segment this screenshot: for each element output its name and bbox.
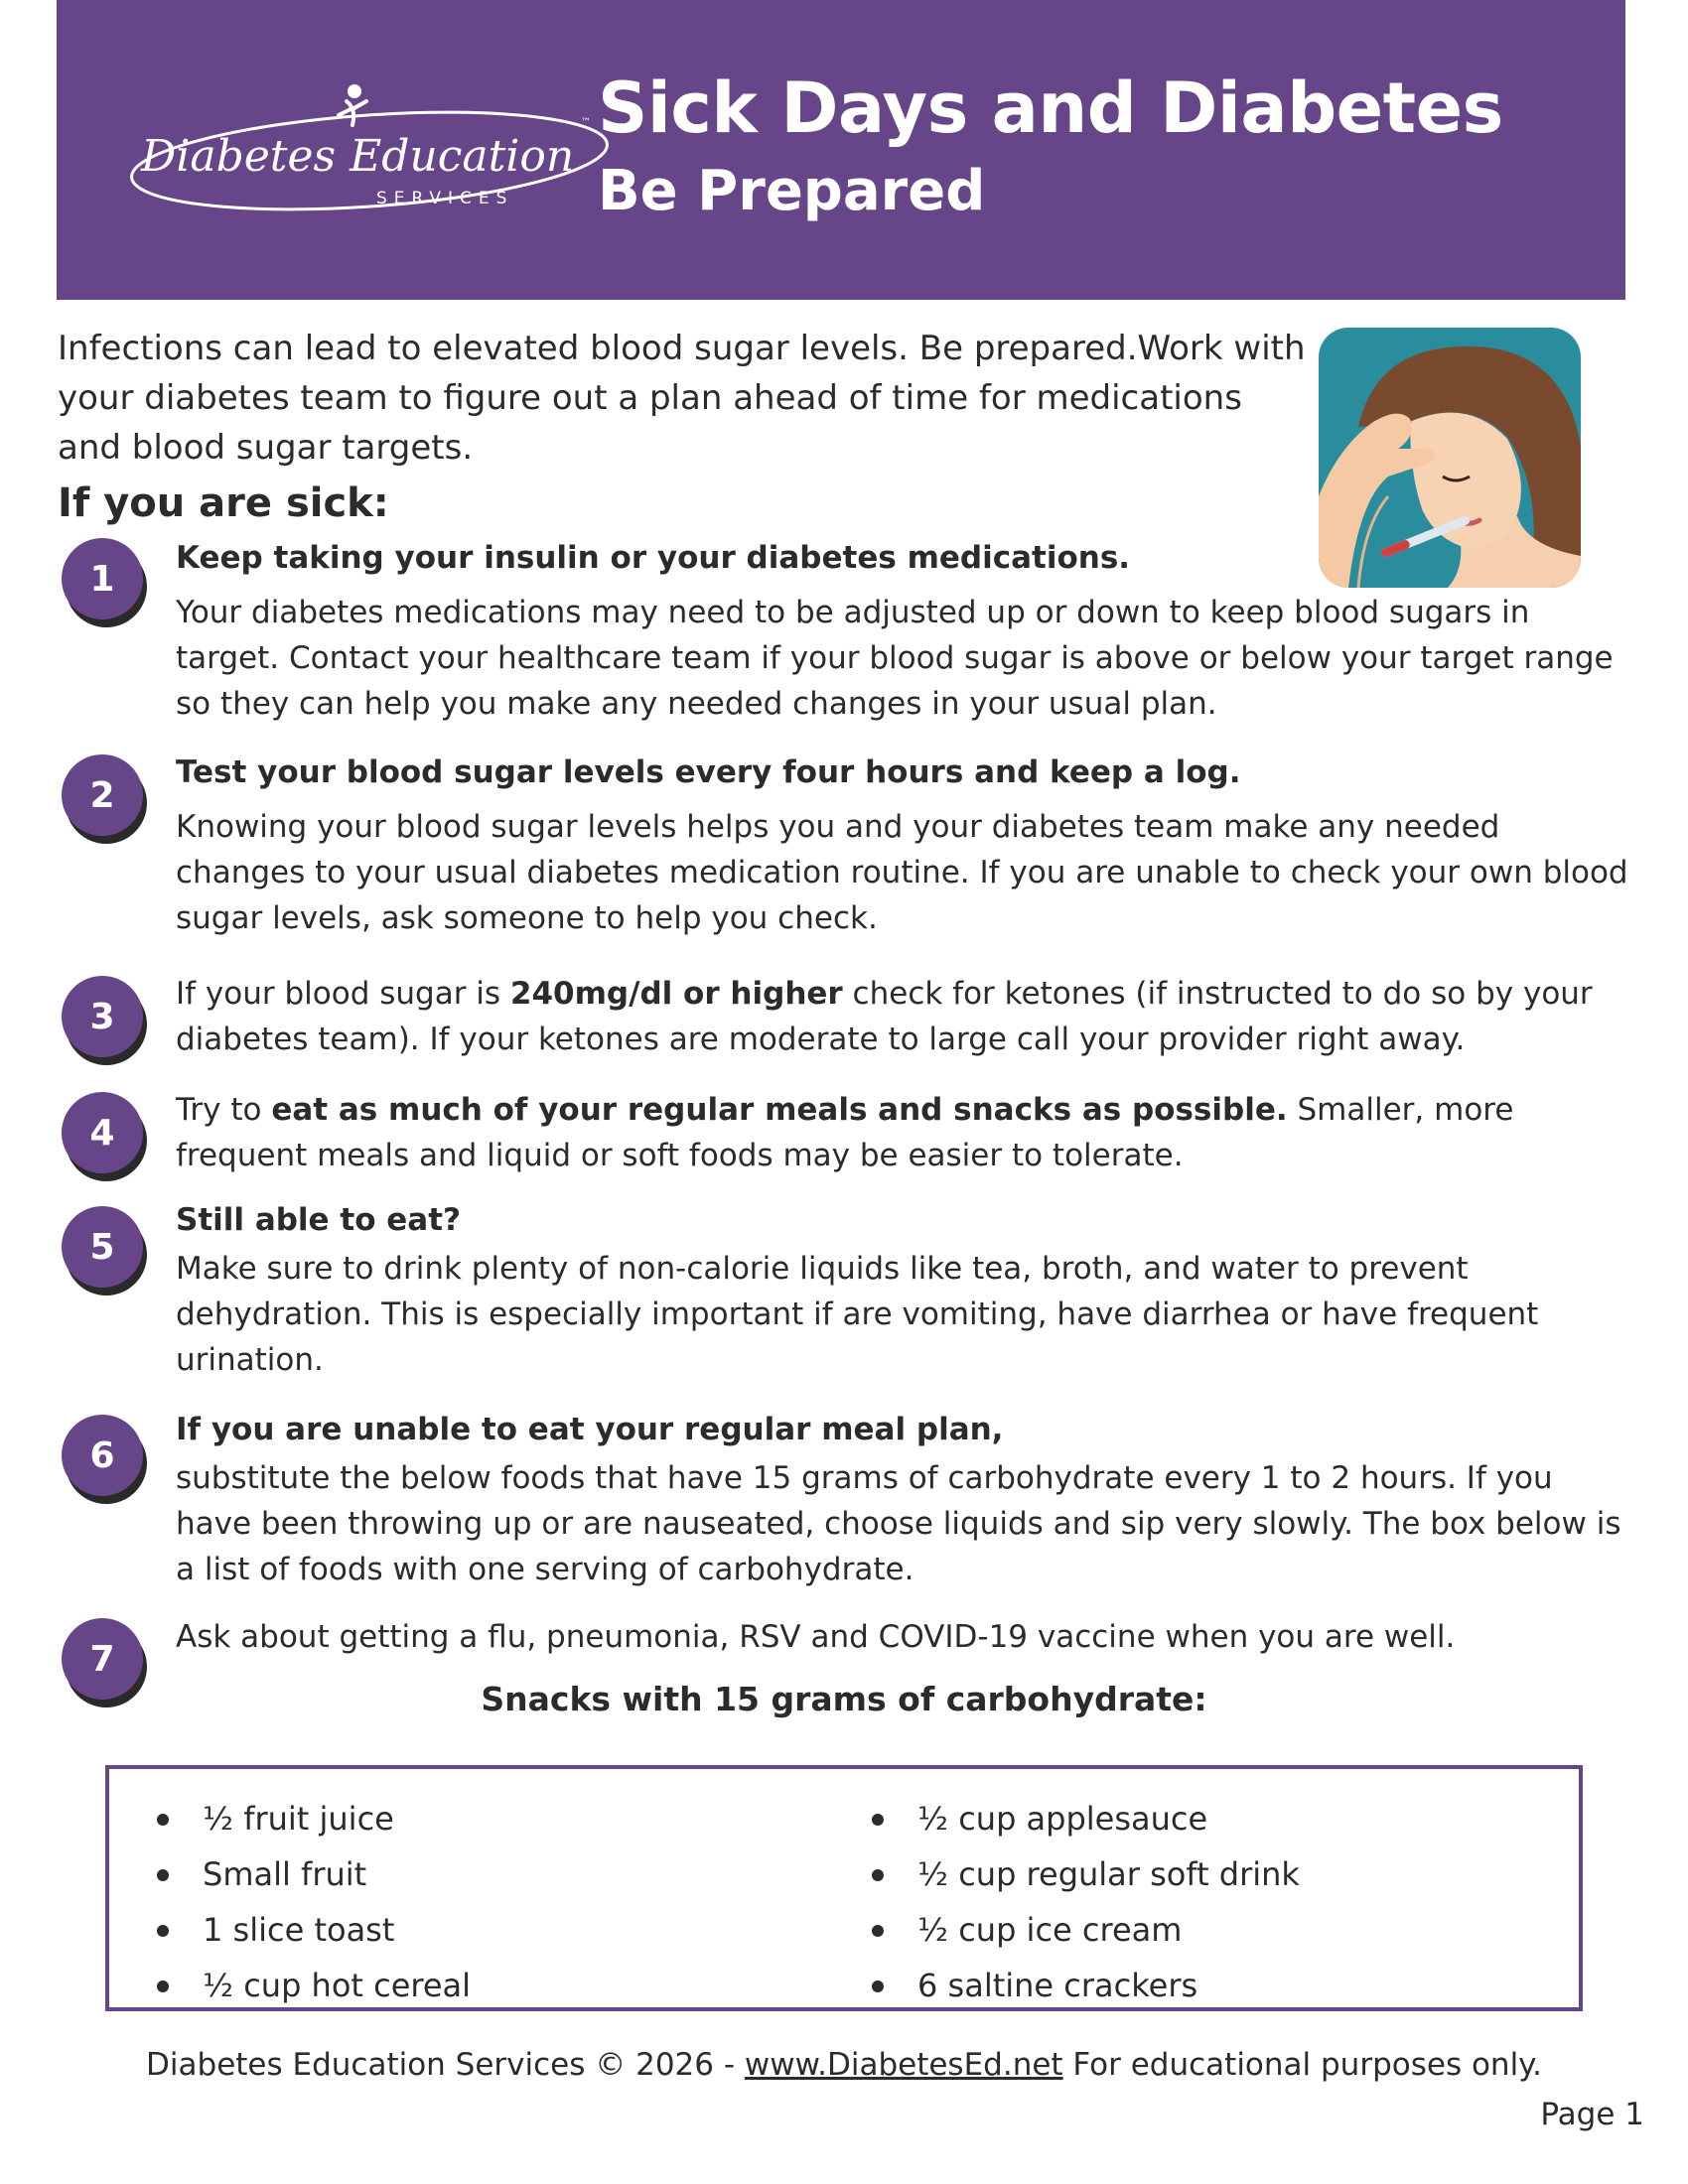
step-number-badge: 4 [62,1092,143,1173]
step-1 [176,536,1630,727]
step-body: Your diabetes medications may need to be adjusted up or down to keep blood sugars in target. Contact your healthcare team if your blood sugar is above or below your target range so they can help you make any needed changes in your usual plan. [176,595,1614,722]
website-link[interactable]: www.DiabetesEd.net [744,2047,1063,2083]
step-title: Test your blood sugar levels every four hours and keep a log. [176,754,1241,790]
step-title: If you are unable to eat your regular meal plan, [176,1412,1004,1447]
step-number-badge: 5 [62,1206,143,1288]
list-item: ½ fruit juice [151,1791,471,1846]
snacks-heading: Snacks with 15 grams of carbohydrate: [481,1680,1207,1718]
list-item: ½ cup ice cream [866,1902,1300,1958]
step-text: Smaller, more frequent meals and liquid or soft foods may be easier to tolerate. [176,1092,1514,1173]
step-number-badge: 1 [62,538,143,619]
step-emphasis: eat as much of your regular meals and snacks as possible. [271,1092,1288,1128]
list-item: Small fruit [151,1846,471,1902]
page-subtitle: Be Prepared [598,159,986,223]
step-number-badge: 6 [62,1415,143,1496]
step-4 [176,1087,1630,1178]
step-body: Ask about getting a flu, pneumonia, RSV and COVID-19 vaccine when you are well. [176,1619,1456,1655]
step-5 [176,1198,1630,1383]
step-text: If your blood sugar is [176,976,510,1012]
section-heading: If you are sick: [58,480,389,526]
step-number-badge: 7 [62,1618,143,1700]
step-title: Keep taking your insulin or your diabetes medications. [176,540,1131,576]
step-text: check for ketones (if instructed to do so by your diabetes team). If your ketones are moderate to large call your provider right away. [176,976,1593,1057]
step-2 [176,751,1630,941]
step-6 [176,1408,1630,1592]
step-number-badge: 2 [62,754,143,836]
diabetes-education-logo [96,79,613,228]
snacks-list-right [866,1791,1300,2013]
step-3 [176,971,1630,1062]
page-title: Sick Days and Diabetes [598,68,1503,149]
step-body: Make sure to drink plenty of non-calorie liquids like tea, broth, and water to prevent dehydration. This is especially important if are vomiting, have diarrhea or have frequent urination. [176,1251,1539,1378]
list-item: ½ cup hot cereal [151,1958,471,2013]
step-body: Knowing your blood sugar levels helps you and your diabetes team make any needed changes to your usual diabetes medication routine. If you are unable to check your own blood sugar levels, ask someone to help you check. [176,809,1628,936]
step-7 [176,1614,1630,1660]
footer [0,2047,1688,2083]
footer-copyright: Diabetes Education Services © 2026 - [146,2047,745,2083]
logo-subtitle: SERVICES [376,189,514,208]
step-body [176,971,1630,1062]
page-number: Page 1 [1540,2097,1644,2132]
step-emphasis: 240mg/dl or higher [509,976,843,1012]
snacks-list-left [151,1791,471,2013]
step-body: substitute the below foods that have 15 grams of carbohydrate every 1 to 2 hours. If you have been throwing up or are nauseated, choose liquids and sip very slowly. The box below is a list of foods with one serving of carbohydrate. [176,1460,1621,1587]
step-body [176,1087,1630,1178]
list-item: ½ cup regular soft drink [866,1846,1300,1902]
list-item: 1 slice toast [151,1902,471,1958]
header-banner [57,0,1625,300]
snacks-box [105,1765,1583,2011]
footer-disclaimer: For educational purposes only. [1062,2047,1542,2083]
list-item: 6 saltine crackers [866,1958,1300,2013]
step-title: Still able to eat? [176,1202,462,1238]
logo-trademark: ™ [581,117,591,128]
step-number-badge: 3 [62,976,143,1057]
step-text: Try to [176,1092,272,1128]
list-item: ½ cup applesauce [866,1791,1300,1846]
intro-paragraph: Infections can lead to elevated blood sugar levels. Be prepared.Work with your diabetes team to figure out a plan ahead of time for medications and blood sugar targets. [58,329,1306,468]
logo-wordmark: Diabetes Education [141,131,575,182]
